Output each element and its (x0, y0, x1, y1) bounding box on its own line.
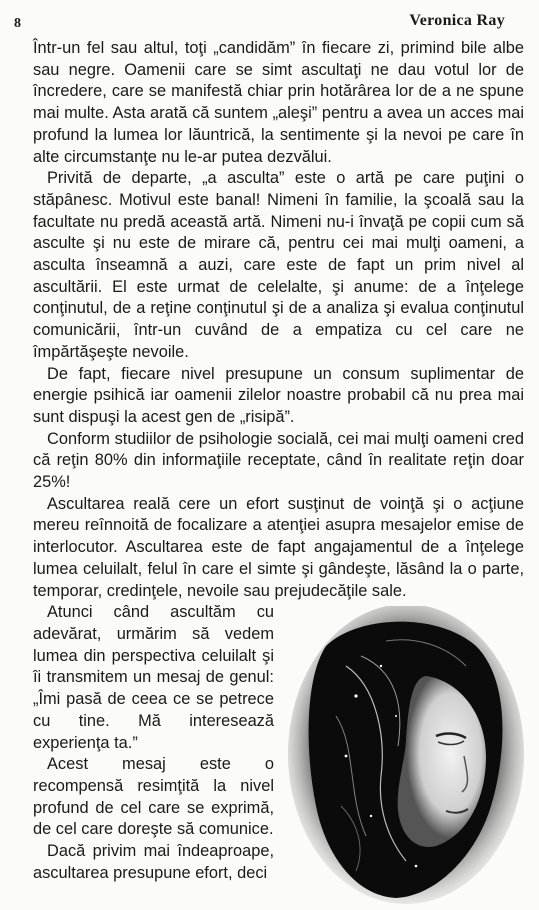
paragraph: De fapt, fiecare nivel presupune un consum suplimentar de energie psihică iar oamenii zilelor noastre probabil că nu prea mai sunt dispuşi la acest gen de „risipă”. (33, 364, 524, 426)
body-text (33, 38, 524, 910)
paragraph: Acest mesaj este o recompensă resimţită la nivel profund de cel care se exprimă, de cel care doreşte să comunice. (33, 755, 274, 839)
paragraph: Dacă privim mai îndeaproape, ascultarea presupune efort, deci (33, 842, 274, 882)
paragraph: Într-un fel sau altul, toţi „candidăm” în fiecare zi, primind bile albe sau negre. Oamenii care se simt ascultaţi ne dau votul lor de încredere, care se manifestă chiar prin hotărârea lor de a ne spune mai multe. Asta arată că suntem „aleşi” pentru a avea un acces mai profund la lumea lor lăuntrică, la sentimente şi la nevoi pe care în alte circumstanţe nu le-ar putea dezvălui. (33, 39, 524, 166)
page-number: 8 (14, 16, 21, 31)
woman-face-illustration (286, 606, 524, 906)
running-head: Veronica Ray (409, 12, 505, 29)
paragraph: Privită de departe, „a asculta” este o artă pe care puţini o stăpânesc. Motivul este banal! Nimeni în familie, la şcoală sau la facultate nu predă această artă. Nimeni nu-i învaţă pe copii cum să asculte şi nu este de mirare că, pentru cei mai mulţi oameni, a asculta înseamnă a auzi, care este de fapt un prim nivel al ascultării. El este urmat de celelalte, şi anume: de a înţelege conţinutul, de a reţine conţinutul şi de a analiza şi evalua conţinutul comunicării, într-un cuvând de a empatiza cu cel care ne împărtăşeşte nevoile. (33, 169, 524, 361)
paragraph: Ascultarea reală cere un efort susţinut de voinţă şi o acţiune mereu reînnoită de focalizare a atenţiei asupra mesajelor emise de interlocutor. Ascultarea este de fapt angajamentul de a înţelege lumea celuilalt, felul în care el simte şi gândeşte, lăsând la o parte, temporar, credinţele, nevoile sau prejudecăţile sale. (33, 494, 524, 600)
paragraph: Atunci când ascultăm cu adevărat, urmărim să vedem lumea din perspectiva celuilalt şi îi transmitem un mesaj de genul: „Îmi pasă de ceea ce se petrece cu tine. Mă interesează experienţa ta.” (33, 603, 274, 752)
paragraph: Conform studiilor de psihologie socială, cei mai mulţi oameni cred că reţin 80% din informaţiile receptate, când în realitate reţin doar 25%! (33, 429, 524, 492)
